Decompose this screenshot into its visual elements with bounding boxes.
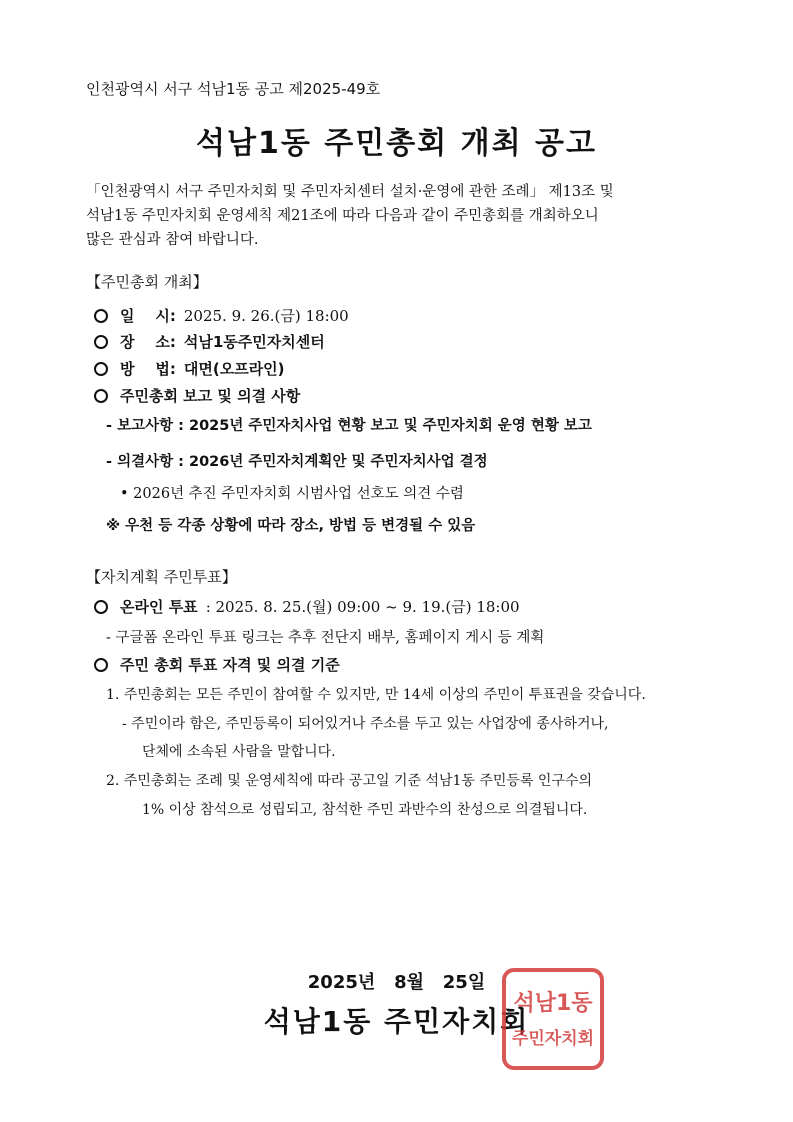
circle-bullet-icon (94, 389, 108, 403)
section-heading-assembly: 【주민총회 개최】 (86, 273, 208, 291)
circle-bullet-icon (94, 335, 108, 349)
announcement-date: 2025년 8월 25일 (307, 972, 486, 993)
organization-name: 석남1동 주민자치회 (263, 1005, 530, 1038)
place-label: 장 소: (120, 333, 176, 351)
criteria-item-1-note: - 주민이라 함은, 주민등록이 되어있거나 주소를 두고 있는 사업장에 종사하거나, (122, 716, 609, 732)
agenda-label: 주민총회 보고 및 의결 사항 (120, 387, 301, 405)
place-value: 석남1동주민자치센터 (183, 333, 325, 351)
report-item: - 보고사항 : 2025년 주민자치사업 현황 보고 및 주민자치회 운영 현황 보고 (106, 418, 592, 434)
intro-paragraph (86, 180, 708, 252)
online-vote-label: 온라인 투표 (120, 598, 198, 616)
criteria-item-2-cont: 1% 이상 참석으로 성립되고, 참석한 주민 과반수의 찬성으로 의결됩니다. (142, 802, 588, 818)
intro-line: 석남1동 주민자치회 운영세칙 제21조에 따라 다음과 같이 주민총회를 개최하오니 (86, 208, 599, 224)
place-row (94, 331, 325, 352)
document-number: 인천광역시 서구 석남1동 공고 제2025-49호 (86, 80, 381, 98)
intro-line: 「인천광역시 서구 주민자치회 및 주민자치센터 설치·운영에 관한 조례」 제13조 및 (86, 184, 614, 200)
circle-bullet-icon (94, 600, 108, 614)
agenda-row (94, 385, 300, 406)
datetime-row (94, 305, 349, 326)
circle-bullet-icon (94, 309, 108, 323)
circle-bullet-icon (94, 362, 108, 376)
change-notice: ※ 우천 등 각종 상황에 따라 장소, 방법 등 변경될 수 있음 (106, 518, 476, 534)
official-seal (500, 966, 606, 1072)
circle-bullet-icon (94, 658, 108, 672)
sub-bullet-item: • 2026년 추진 주민자치회 시범사업 선호도 의견 수렴 (120, 486, 464, 502)
online-vote-period: : 2025. 8. 25.(월) 09:00 ~ 9. 19.(금) 18:00 (205, 598, 520, 616)
online-vote-note: - 구글폼 온라인 투표 링크는 추후 전단지 배부, 홈페이지 게시 등 계획 (106, 630, 545, 646)
svg-text:석남1동: 석남1동 (513, 991, 593, 1016)
datetime-value: 2025. 9. 26.(금) 18:00 (183, 307, 349, 325)
svg-text:주민자치회: 주민자치회 (511, 1029, 595, 1049)
criteria-item-2: 2. 주민총회는 조례 및 운영세칙에 따라 공고일 기준 석남1동 주민등록 인구수의 (106, 773, 593, 789)
page-title: 석남1동 주민총회 개최 공고 (196, 126, 597, 161)
section-heading-vote: 【자치계획 주민투표】 (86, 568, 237, 586)
method-row (94, 358, 285, 379)
online-vote-row (94, 596, 520, 617)
method-label: 방 법: (120, 360, 176, 378)
intro-line: 많은 관심과 참여 바랍니다. (86, 232, 259, 248)
resolution-item: - 의결사항 : 2026년 주민자치계획안 및 주민자치사업 결정 (106, 454, 488, 470)
criteria-label: 주민 총회 투표 자격 및 의결 기준 (120, 656, 340, 674)
datetime-label: 일 시: (120, 307, 176, 325)
criteria-row (94, 654, 340, 675)
criteria-item-1: 1. 주민총회는 모든 주민이 참여할 수 있지만, 만 14세 이상의 주민이 투표권을 갖습니다. (106, 687, 646, 703)
criteria-item-1-note-cont: 단체에 소속된 사람을 말합니다. (142, 744, 336, 760)
method-value: 대면(오프라인) (183, 360, 285, 378)
